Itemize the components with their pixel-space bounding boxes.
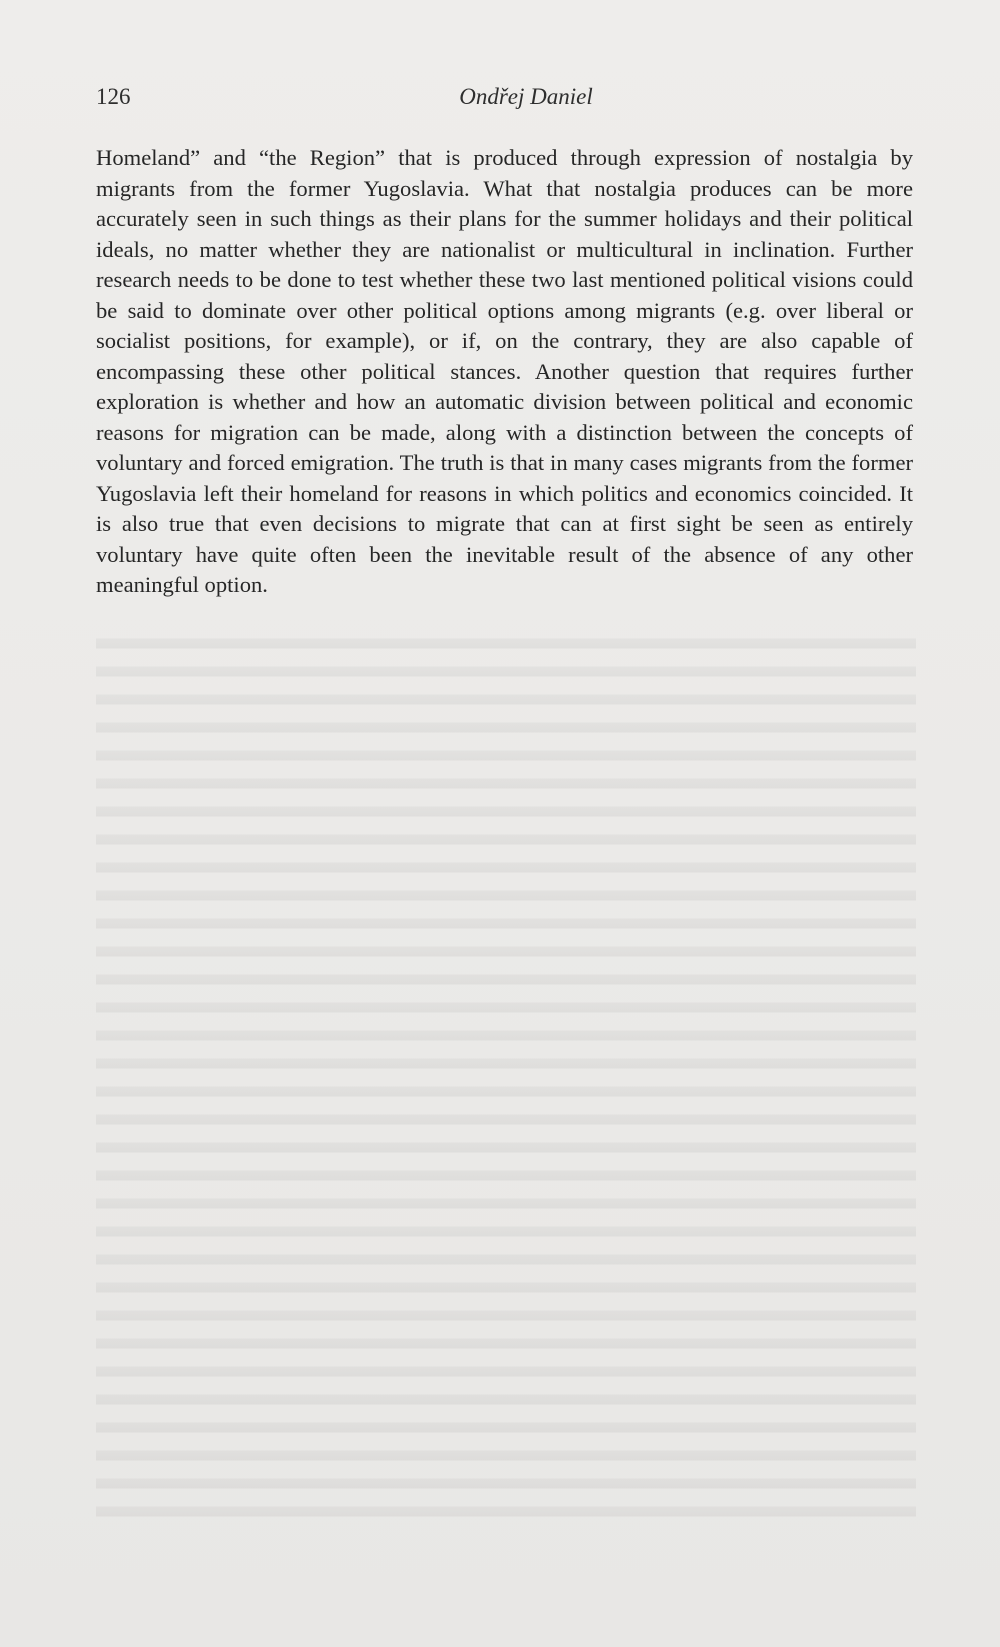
show-through-texture xyxy=(96,630,916,1530)
page-header xyxy=(96,84,916,118)
running-head-author: Ondřej Daniel xyxy=(459,84,593,109)
page-number: 126 xyxy=(96,84,131,109)
body-paragraph: Homeland” and “the Region” that is produced through expression of nostalgia by migrants from the former Yugoslavia. What that nostalgia produces can be more accurately seen in such things as their plans for the summer holidays and their political ideals, no matter whether they are nationalist or multicultural in inclination. Further research needs to be done to test whether these two last mentioned political visions could be said to dominate over other political options among migrants (e.g. over liberal or socialist positions, for example), or if, on the contrary, they are also capable of encompassing these other political stances. Another question that requires further exploration is whether and how an automatic division between political and economic reasons for migration can be made, along with a distinction between the concepts of voluntary and forced emigration. The truth is that in many cases migrants from the former Yugoslavia left their homeland for reasons in which politics and economics coincided. It is also true that even decisions to migrate that can at first sight be seen as entirely voluntary have quite often been the inevitable result of the absence of any other meaningful option. xyxy=(96,145,913,597)
